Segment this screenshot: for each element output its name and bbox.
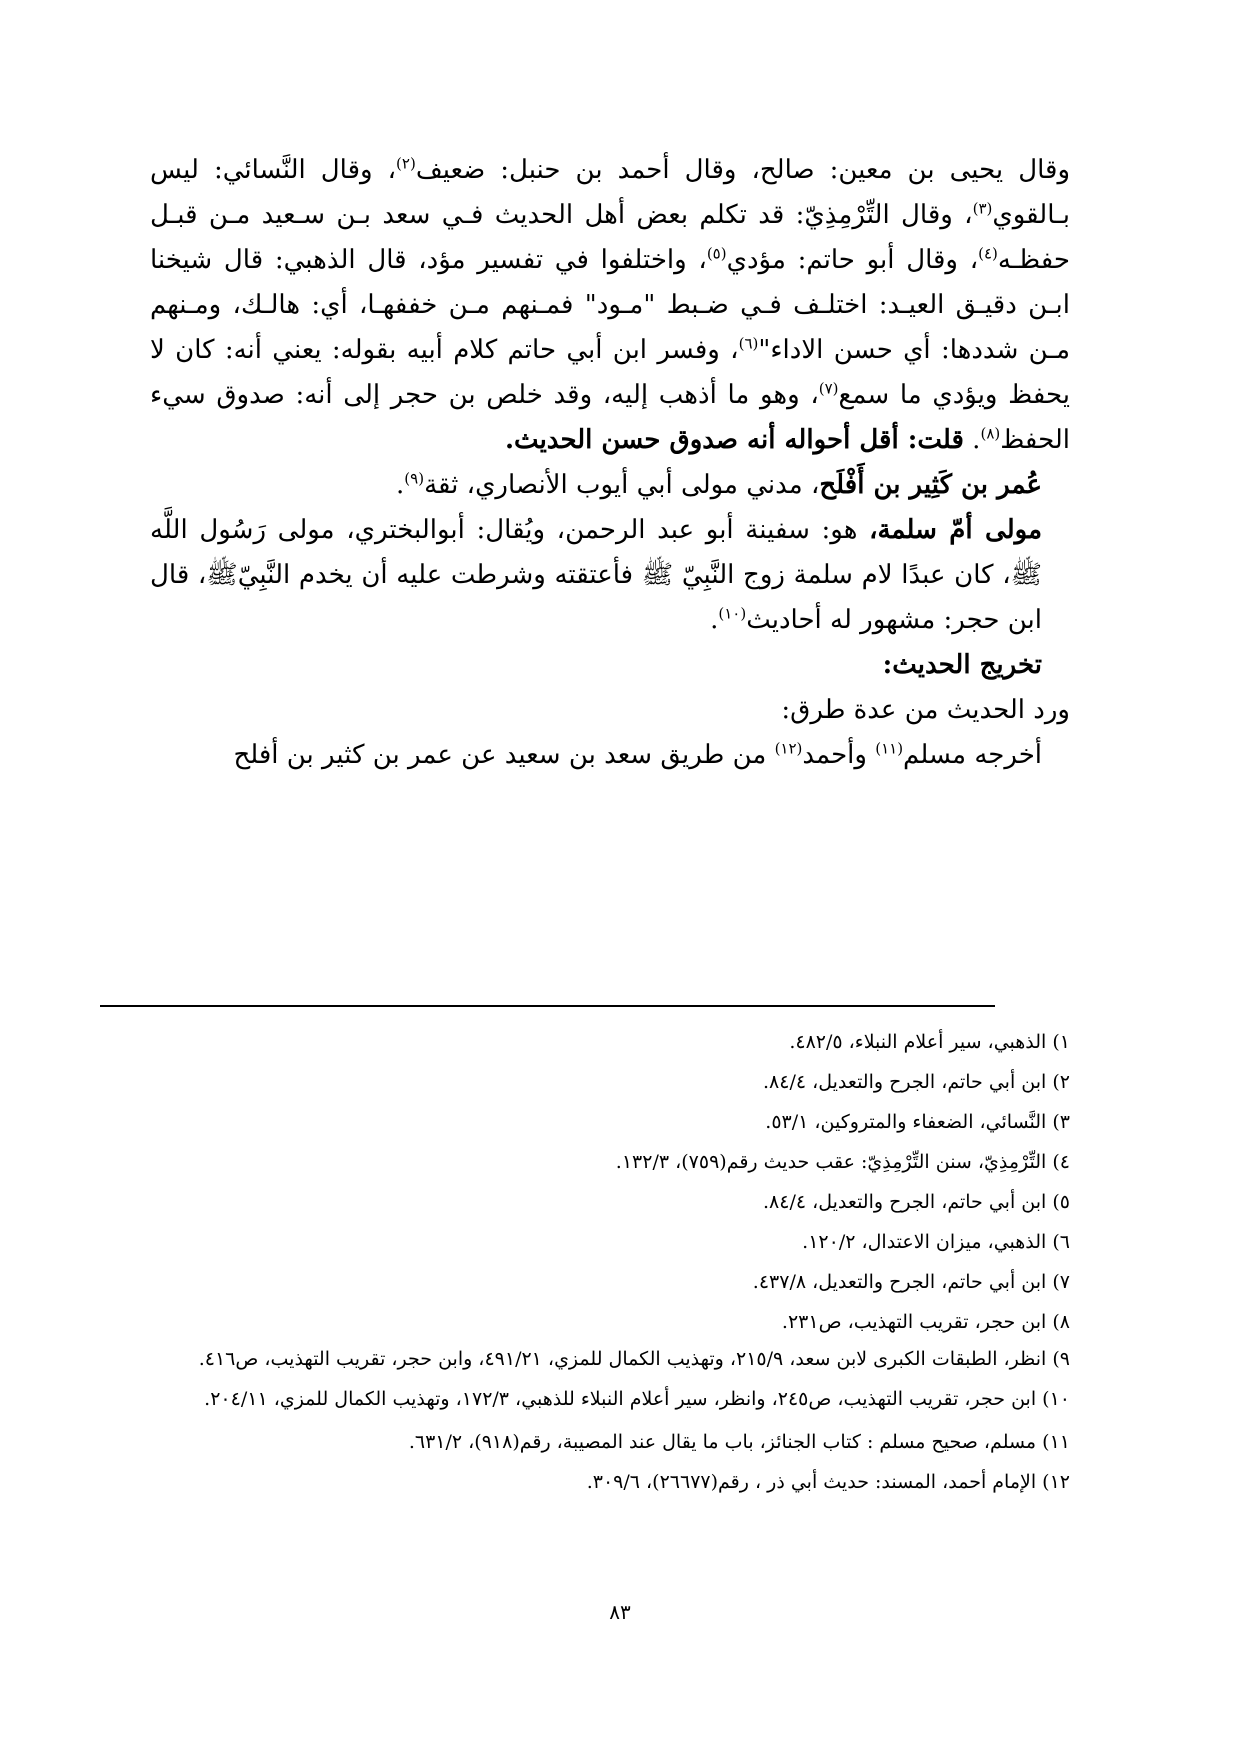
- text-segment: ، وقال التِّرْمِذِيّ: قد تكلم بعض أهل الحديث فـي سعد بـن سـعيد مـن قبـل حفظـه: [150, 200, 1070, 275]
- footnote-ref-10[interactable]: (١٠): [718, 604, 747, 623]
- footnote-ref-12[interactable]: (١٢): [774, 739, 803, 758]
- footnote-5: ٥) ابن أبي حاتم، الجرح والتعديل، ٨٤/٤.: [763, 1191, 1070, 1213]
- footnote-3: ٣) النَّسائي، الضعفاء والمتروكين، ٥٣/١.: [765, 1111, 1070, 1133]
- footnotes: [150, 1022, 1070, 1502]
- text-segment: أخرجه مسلم: [903, 740, 1042, 770]
- footnote-1: ١) الذهبي، سير أعلام النبلاء، ٤٨٢/٥.: [789, 1031, 1070, 1053]
- narrator-name: عُمر بن كَثِير بن أَفْلَح: [819, 470, 1042, 500]
- footnote-4: ٤) التِّرْمِذِيّ، سنن التِّرْمِذِيّ: عقب حديث رقم(٧٥٩)، ١٣٢/٣.: [615, 1151, 1070, 1173]
- text-segment: من طريق سعد بن سعيد عن عمر بن كثير بن أفلح: [233, 740, 775, 770]
- footnote-ref-8[interactable]: (٨): [980, 424, 1001, 443]
- footnote-ref-4[interactable]: (٤): [978, 244, 998, 263]
- text-segment: هو: سفينة أبو عبد الرحمن، ويُقال: أبوالبختري، مولى رَسُول اللَّه ﷺ، كان عبدًا لام سلمة زوج النَّبِيّ ﷺ فأعتقته وشرطت عليه أن يخدم النَّبِيّﷺ، قال ابن حجر: مشهور له أحاديث: [150, 515, 1042, 635]
- text-segment: وأحمد: [802, 740, 876, 770]
- footnote-ref-2[interactable]: (٢): [396, 154, 416, 173]
- text-segment: وقال يحيى بن معين: صالح، وقال أحمد بن حنبل: ضعيف: [415, 155, 1071, 185]
- text-segment: ، وفسر ابن أبي حاتم كلام أبيه بقوله: يعني أنه: كان لا يحفظ ويؤدي ما سمع: [150, 335, 1071, 410]
- footnote-7: ٧) ابن أبي حاتم، الجرح والتعديل، ٤٣٧/٨.: [752, 1271, 1070, 1293]
- paragraph-umar-ibn-kathir: [150, 463, 1070, 508]
- footnote-ref-7[interactable]: (٧): [818, 379, 839, 398]
- footnote-ref-3[interactable]: (٣): [972, 199, 993, 218]
- footnote-9: ٩) انظر، الطبقات الكبرى لابن سعد، ٢١٥/٩، وتهذيب الكمال للمزي، ٤٩١/٢١، وابن حجر، تقريب التهذيب، ص٤١٦.: [198, 1348, 1070, 1370]
- footnote-ref-6[interactable]: (٦): [738, 334, 759, 353]
- text-segment: ، واختلفوا في تفسير مؤد، قال الذهبي: قال شيخنا ابـن دقيـق العيـد: اختلـف فـي ضـبط "مـود" فمـنهم مـن خففهـا، أي: هالـك، ومـنهم مـن شددها: أي حسن الاداء": [150, 245, 1070, 365]
- text-segment: .: [710, 605, 719, 635]
- text-segment: ، وهو ما أذهب إليه، وقد خلص بن حجر إلى أنه: صدوق سيء الحفظ: [150, 380, 1070, 455]
- text-segment: ، وقال أبو حاتم: مؤدي: [726, 245, 979, 275]
- footnote-ref-9[interactable]: (٩): [404, 469, 425, 488]
- paragraph-intro: ورد الحديث من عدة طرق:: [781, 695, 1070, 725]
- footnote-11: ١١) مسلم، صحيح مسلم : كتاب الجنائز، باب ما يقال عند المصيبة، رقم(٩١٨)، ٦٣١/٢.: [408, 1431, 1070, 1453]
- section-heading: تخريج الحديث:: [882, 650, 1042, 680]
- page-number: ٨٣: [609, 1600, 631, 1624]
- footnote-ref-11[interactable]: (١١): [875, 739, 904, 758]
- text-segment: .: [396, 470, 405, 500]
- footnote-divider: [100, 1005, 995, 1007]
- footnote-10: ١٠) ابن حجر، تقريب التهذيب، ص٢٤٥، وانظر، سير أعلام النبلاء للذهبي، ١٧٢/٣، وتهذيب الكمال للمزي، ٢٠٤/١١.: [204, 1388, 1070, 1410]
- main-text: [150, 148, 1070, 778]
- text-segment: ، وقال النَّسائي: ليس بـالقوي: [150, 155, 1070, 230]
- text-segment: ، مدني مولى أبي أيوب الأنصاري، ثقة: [424, 470, 820, 500]
- paragraph-takhrij: [150, 733, 1070, 778]
- conclusion-bold: قلت: أقل أحواله أنه صدوق حسن الحديث.: [504, 425, 964, 455]
- footnote-12: ١٢) الإمام أحمد، المسند: حديث أبي ذر ، رقم(٢٦٦٧٧)، ٣٠٩/٦.: [586, 1471, 1070, 1493]
- paragraph-mawla-umm-salama: [150, 508, 1070, 643]
- footnote-2: ٢) ابن أبي حاتم، الجرح والتعديل، ٨٤/٤.: [763, 1071, 1070, 1093]
- paragraph-narrators-opinions: [150, 148, 1070, 463]
- footnote-ref-5[interactable]: (٥): [706, 244, 727, 263]
- footnote-8: ٨) ابن حجر، تقريب التهذيب، ص٢٣١.: [781, 1311, 1070, 1333]
- footnote-6: ٦) الذهبي، ميزان الاعتدال، ١٢٠/٢.: [802, 1231, 1070, 1253]
- narrator-name: مولى أمّ سلمة،: [869, 515, 1042, 545]
- text-segment: .: [963, 425, 981, 455]
